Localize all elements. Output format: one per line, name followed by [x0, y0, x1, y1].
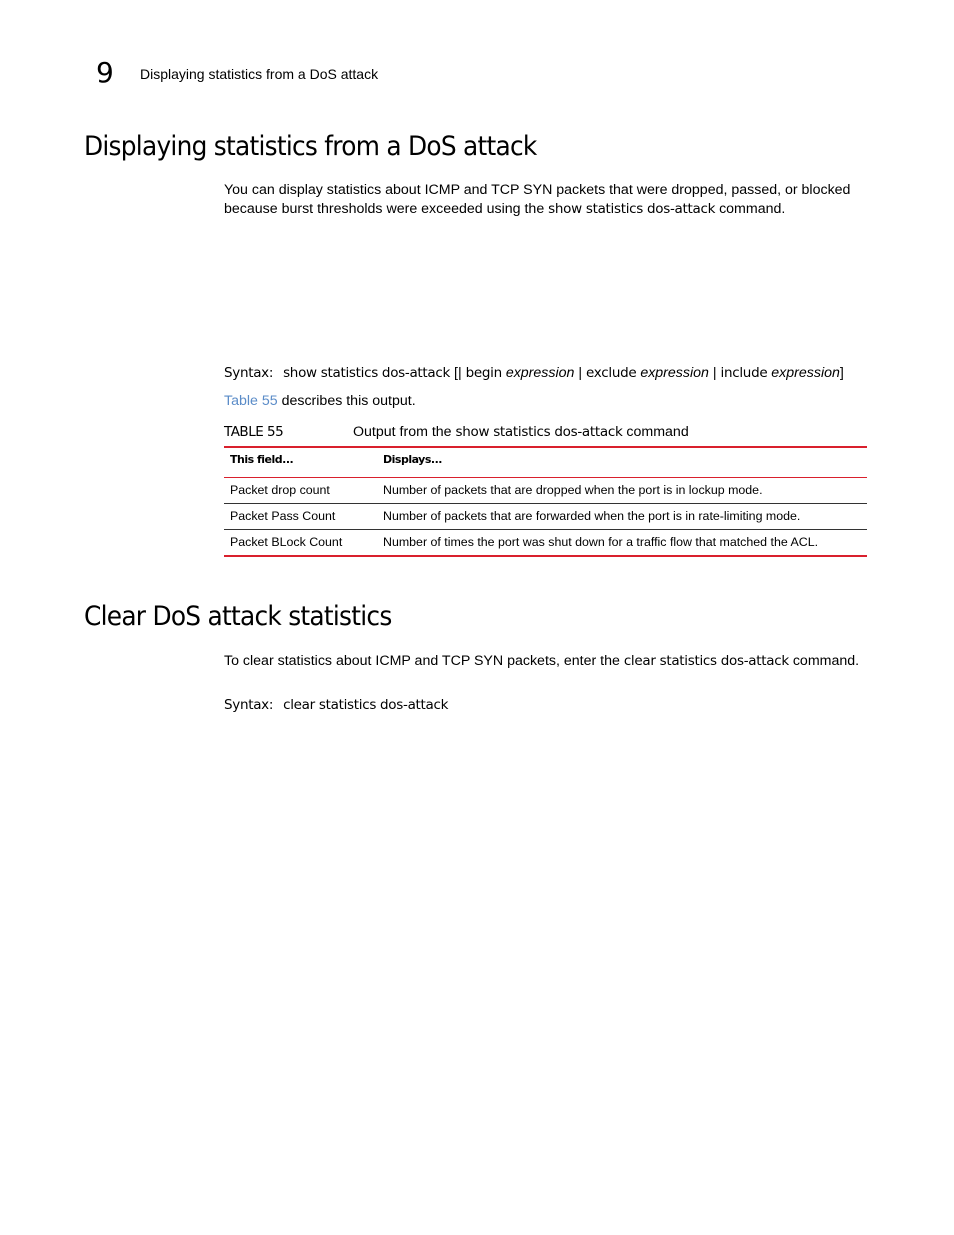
header-displays: Displays...	[377, 447, 867, 478]
header-this-field: This field...	[224, 447, 377, 478]
table-header-row	[224, 447, 867, 478]
table-label: TABLE 55	[224, 424, 284, 440]
table-row	[224, 504, 867, 530]
syntax-exclude-keyword: exclude	[586, 365, 637, 381]
output-fields-table	[224, 446, 867, 557]
table-reference-text: describes this output.	[277, 393, 416, 409]
clear-paragraph	[224, 652, 874, 671]
syntax-bracket-close: ]	[839, 365, 844, 381]
field-description-cell: Number of times the port was shut down for a traffic flow that matched the ACL.	[377, 530, 867, 557]
section-heading-display-stats: Displaying statistics from a DoS attack	[84, 131, 537, 162]
syntax-command: show statistics dos-attack	[283, 365, 451, 381]
syntax-show-statistics	[224, 365, 844, 381]
syntax-pipe-2: |	[712, 365, 717, 381]
section-heading-clear-stats: Clear DoS attack statistics	[84, 601, 392, 632]
field-description-cell: Number of packets that are forwarded when the port is in rate-limiting mode.	[377, 504, 867, 530]
running-title: Displaying statistics from a DoS attack	[140, 66, 379, 82]
syntax-exclude-expression: expression	[640, 365, 709, 381]
page-header	[96, 56, 378, 88]
clear-command: clear statistics dos-attack	[623, 653, 789, 669]
chapter-number: 9	[96, 56, 114, 89]
syntax-begin-keyword: begin	[465, 365, 502, 381]
field-description-cell: Number of packets that are dropped when the port is in lockup mode.	[383, 483, 763, 497]
table-row	[224, 530, 867, 557]
table-reference-line	[224, 393, 416, 409]
caption-text-end: command	[622, 424, 689, 440]
syntax-include-expression: expression	[771, 365, 840, 381]
table-row	[224, 478, 867, 504]
syntax-bracket-open: [|	[454, 365, 462, 381]
clear-text-end: command.	[788, 653, 860, 669]
syntax-pipe-1: |	[578, 365, 583, 381]
intro-text-end: command.	[715, 201, 786, 217]
table-55-link[interactable]: Table 55	[224, 393, 278, 409]
caption-command: show statistics dos-attack	[455, 424, 623, 440]
clear-text: To clear statistics about ICMP and TCP SYN packets, enter the	[224, 653, 624, 669]
intro-command: show statistics dos-attack	[548, 201, 716, 217]
syntax-include-keyword: include	[720, 365, 768, 381]
intro-paragraph	[224, 181, 874, 219]
caption-text: Output from the	[353, 424, 456, 440]
syntax-clear-statistics	[224, 697, 448, 713]
syntax-command: clear statistics dos-attack	[283, 697, 449, 713]
intro-text: You can display statistics about ICMP and TCP SYN packets that were dropped, passed, or blocked because burst thresholds were exceeded using the	[224, 182, 851, 217]
field-name-cell: Packet drop count	[230, 483, 330, 497]
syntax-begin-expression: expression	[505, 365, 575, 381]
table-caption	[224, 424, 866, 440]
syntax-label: Syntax:	[224, 365, 274, 381]
field-name-cell: Packet BLock Count	[224, 530, 377, 557]
field-name-cell: Packet Pass Count	[224, 504, 377, 530]
syntax-label: Syntax:	[224, 697, 274, 713]
